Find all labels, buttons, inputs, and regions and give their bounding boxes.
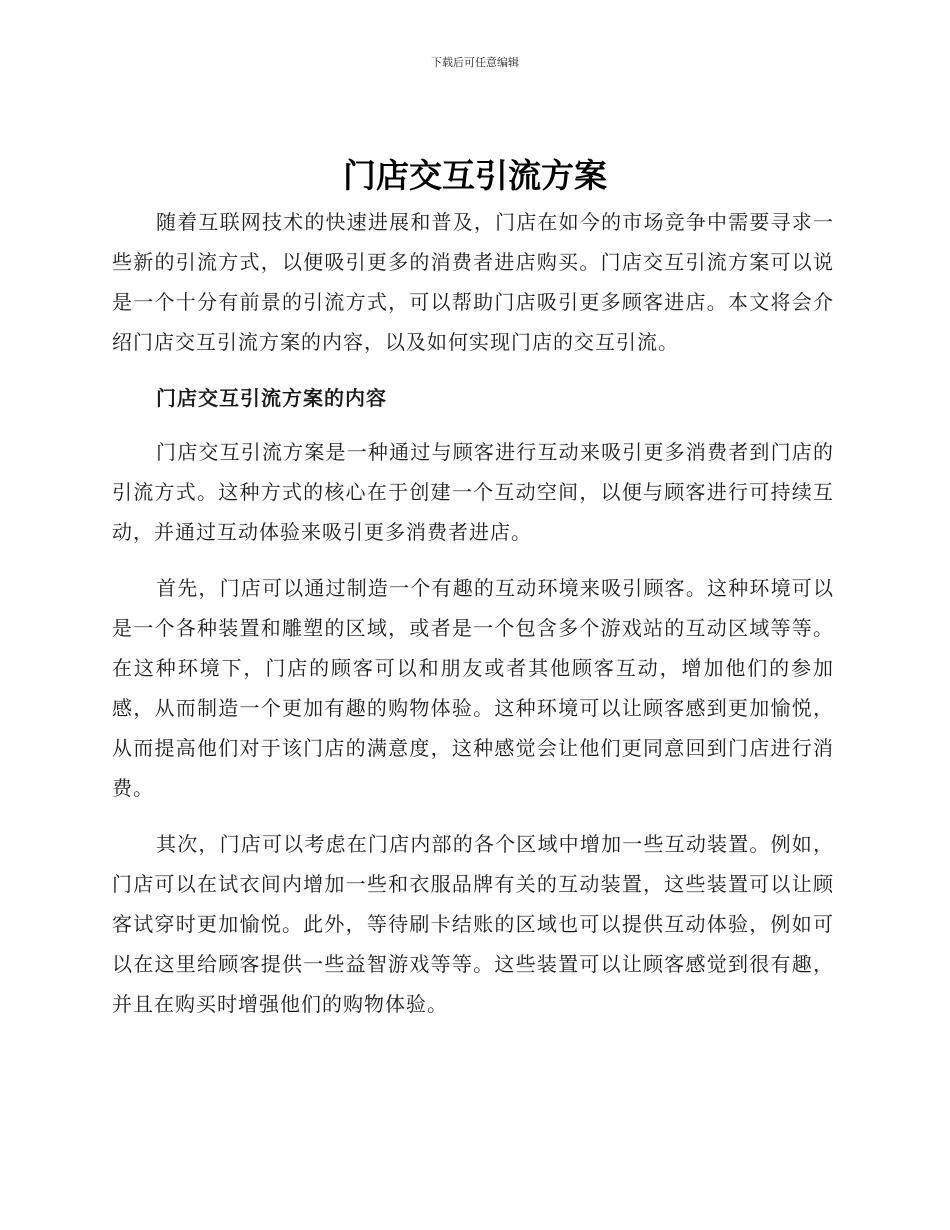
intro-paragraph: 随着互联网技术的快速进展和普及，门店在如今的市场竞争中需要寻求一些新的引流方式，以便吸引更多的消费者进店购买。门店交互引流方案可以说是一个十分有前景的引流方式，可以帮助门店吸引更多顾客进店。本文将会介绍门店交互引流方案的内容，以及如何实现门店的交互引流。 bbox=[112, 210, 834, 354]
header-note: 下载后可任意编辑 bbox=[431, 56, 519, 69]
section-heading: 门店交互引流方案的内容 bbox=[156, 386, 387, 410]
document-body bbox=[112, 202, 834, 1040]
document-title: 门店交互引流方案 bbox=[343, 156, 607, 195]
body-paragraph-1: 门店交互引流方案是一种通过与顾客进行互动来吸引更多消费者到门店的引流方式。这种方式的核心在于创建一个互动空间，以便与顾客进行可持续互动，并通过互动体验来吸引更多消费者进店。 bbox=[112, 440, 834, 544]
body-paragraph-3: 其次，门店可以考虑在门店内部的各个区域中增加一些互动装置。例如，门店可以在试衣间内增加一些和衣服品牌有关的互动装置，这些装置可以让顾客试穿时更加愉悦。此外，等待刷卡结账的区域也可以提供互动体验，例如可以在这里给顾客提供一些益智游戏等等。这些装置可以让顾客感觉到很有趣，并且在购买时增强他们的购物体验。 bbox=[112, 832, 834, 1016]
body-paragraph-2: 首先，门店可以通过制造一个有趣的互动环境来吸引顾客。这种环境可以是一个各种装置和雕塑的区域，或者是一个包含多个游戏站的互动区域等等。在这种环境下，门店的顾客可以和朋友或者其他顾客互动，增加他们的参加感，从而制造一个更加有趣的购物体验。这种环境可以让顾客感到更加愉悦，从而提高他们对于该门店的满意度，这种感觉会让他们更同意回到门店进行消费。 bbox=[112, 576, 834, 800]
